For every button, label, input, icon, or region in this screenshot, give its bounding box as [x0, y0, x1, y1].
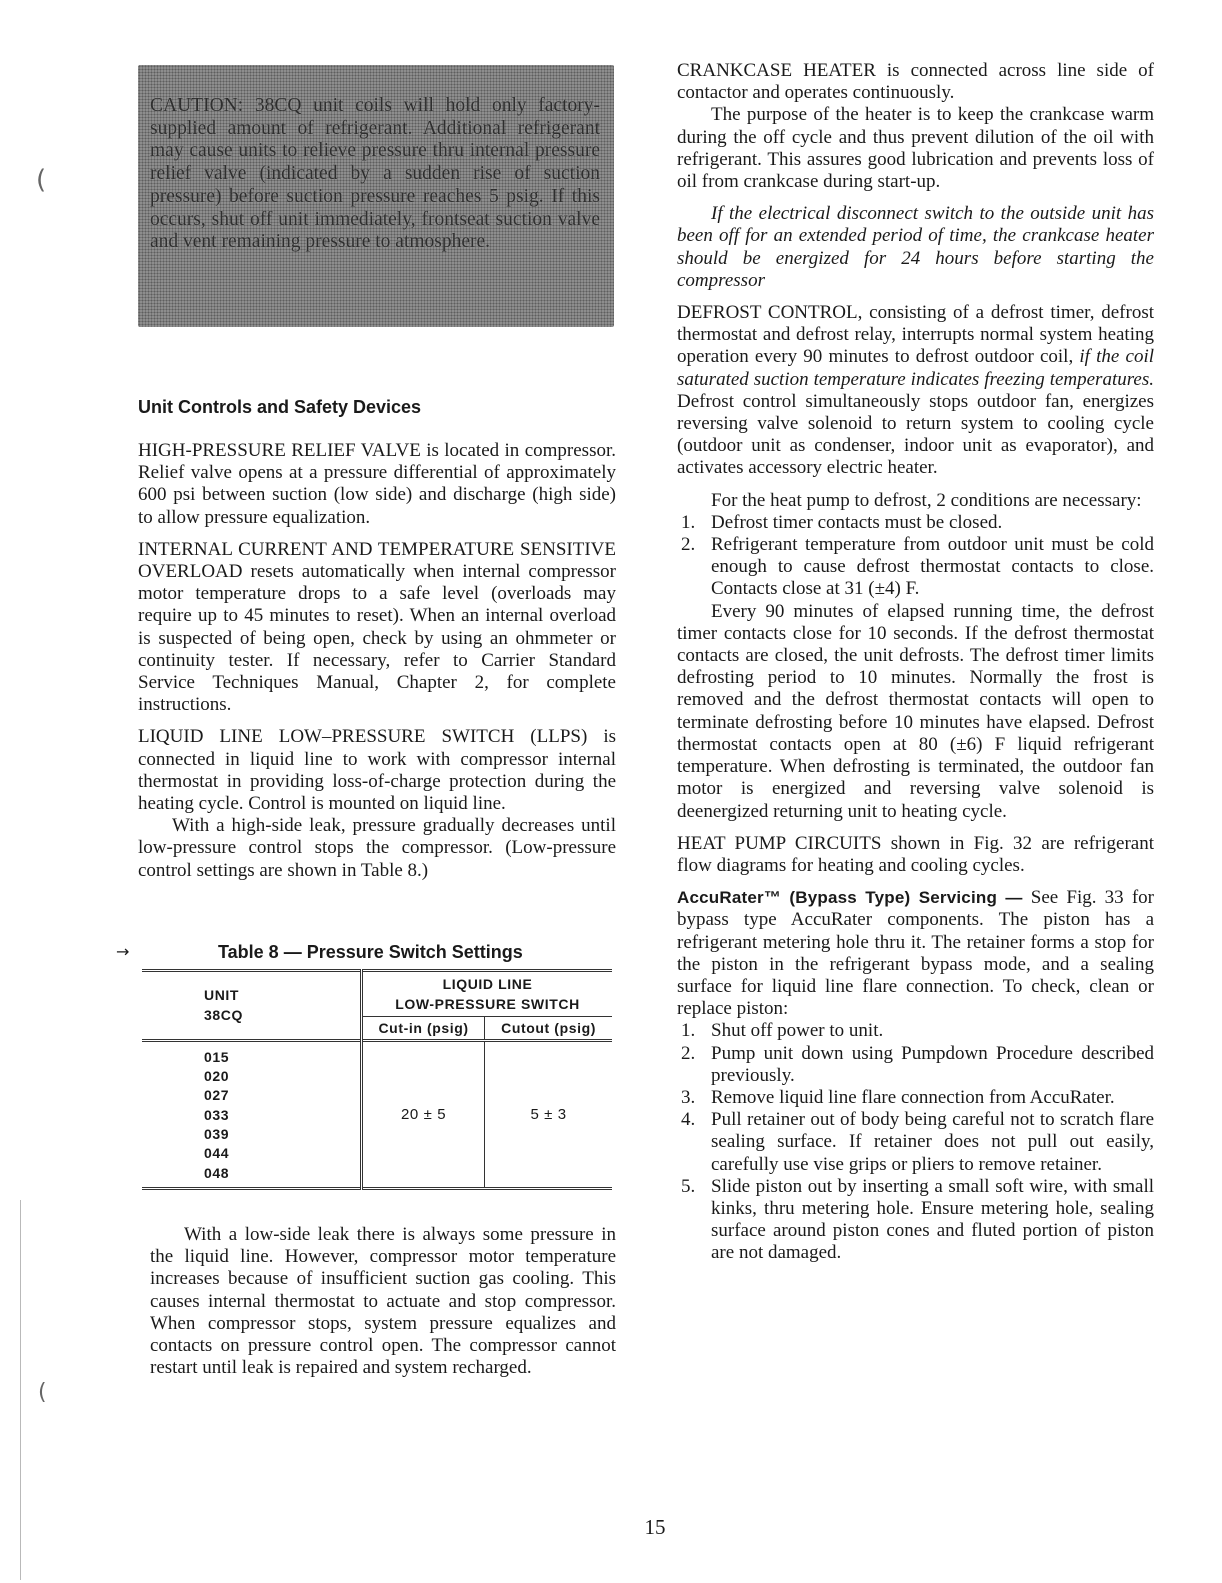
- list-item: [677, 534, 1154, 601]
- list-text: Pump unit down using Pumpdown Procedure described previously.: [711, 1042, 1154, 1086]
- high-side-leak-paragraph: With a high-side leak, pressure gradually decreases until low-pressure control stops the compressor. (Low-pressure control settings are shown in Table 8.): [138, 815, 616, 881]
- list-number: 1.: [681, 511, 696, 533]
- list-number: 3.: [681, 1086, 696, 1108]
- accurater-paragraph: [677, 887, 1154, 1020]
- list-number: 2.: [681, 1042, 696, 1064]
- list-text: Pull retainer out of body being careful not to scratch flare sealing surface. If retainer does not pull out easily, carefully use vise grips or pliers to remove retainer.: [711, 1109, 1154, 1175]
- list-item: [677, 512, 1154, 534]
- group-header-line1: LIQUID LINE: [442, 975, 533, 992]
- unit-header: [142, 970, 362, 1040]
- cutout-header: Cutout (psig): [485, 1016, 612, 1040]
- list-number: 2.: [681, 534, 696, 556]
- crankcase-warning-paragraph: If the electrical disconnect switch to the outside unit has been off for an extended period of time, the crankcase heater should be energized for 24 hours before starting the compressor: [677, 203, 1154, 291]
- list-item: [677, 1043, 1154, 1087]
- left-column: [116, 60, 616, 1379]
- table-title-text: Table 8 — Pressure Switch Settings: [218, 941, 523, 962]
- scan-artifact-icon: (: [36, 165, 47, 195]
- unit-row: 027: [204, 1087, 230, 1104]
- unit-row: 044: [204, 1145, 230, 1162]
- change-arrow-icon: →: [116, 941, 130, 961]
- list-text: Slide piston out by inserting a small soft wire, with small kinks, thru metering hole. Ensure metering hole, sealing surface around piston cones and fluted portion of piston are not damaged.: [711, 1175, 1154, 1264]
- caution-box: [138, 65, 614, 327]
- unit-row: 033: [204, 1106, 230, 1123]
- table-title: [116, 941, 616, 963]
- unit-header-line1: UNIT: [204, 987, 240, 1004]
- right-column: [677, 60, 1154, 1265]
- high-pressure-relief-paragraph: HIGH-PRESSURE RELIEF VALVE is located in compressor. Relief valve opens at a pressure differential of approximately 600 psi between suction (low side) and discharge (high side) to allow pressure equalization.: [138, 440, 616, 528]
- list-item: [677, 1087, 1154, 1109]
- list-item: [677, 1176, 1154, 1265]
- scan-edge-line: [20, 1200, 21, 1580]
- overload-paragraph: INTERNAL CURRENT AND TEMPERATURE SENSITIVE OVERLOAD resets automatically when internal compressor motor temperature drops to a safe level (overloads may require up to 45 minutes to reset). When an internal overload is suspected of being open, check by using an ohmmeter or continuity tester. If necessary, refer to Carrier Standard Service Techniques Manual, Chapter 2, for complete instructions.: [138, 538, 616, 716]
- section-heading: Unit Controls and Safety Devices: [138, 397, 422, 417]
- cutout-value: 5 ± 3: [485, 1040, 612, 1188]
- list-item: [677, 1020, 1154, 1042]
- unit-header-line2: 38CQ: [204, 1007, 243, 1024]
- accurater-text: See Fig. 33 for bypass type AccuRater components. The piston has a refrigerant metering hole thru it. The retainer forms a stop for the piston in the refrigerant bypass mode, and a sealing surface for liquid line flare connection. To check, clean or replace piston:: [677, 887, 1154, 1020]
- list-item: [677, 1109, 1154, 1176]
- defrost-text-b: if the coil saturated suction temperature indicates freezing temperatures.: [677, 346, 1154, 390]
- list-text: Defrost timer contacts must be closed.: [711, 511, 1003, 533]
- list-text: Refrigerant temperature from outdoor unit must be cold enough to cause defrost thermostat contacts to close. Contacts close at 31 (±4) F.: [711, 534, 1154, 600]
- cutin-header: Cut-in (psig): [362, 1016, 485, 1040]
- unit-row: 048: [204, 1164, 230, 1181]
- defrost-control-paragraph: [677, 302, 1154, 480]
- group-header-line2: LOW-PRESSURE SWITCH: [395, 995, 580, 1012]
- accurater-heading: AccuRater™ (Bypass Type) Servicing —: [677, 888, 1023, 908]
- page-number: 15: [644, 1515, 666, 1539]
- list-text: Shut off power to unit.: [711, 1020, 884, 1042]
- scan-artifact-icon: (: [38, 1380, 47, 1405]
- pressure-switch-table: [142, 969, 612, 1190]
- defrost-conditions-paragraph: For the heat pump to defrost, 2 conditions are necessary:: [711, 489, 1142, 511]
- caution-text: CAUTION: 38CQ unit coils will hold only factory-supplied amount of refrigerant. Additional refrigerant may cause units to relieve pressure thru internal pressure relief valve (indicated by a sudden rise of suction pressure) before suction pressure reaches 5 psig. If this occurs, shut off unit immediately, frontseat suction valve and vent remaining pressure to atmosphere.: [150, 95, 600, 253]
- accurater-steps-list: [677, 1020, 1154, 1264]
- cutin-value: 20 ± 5: [362, 1040, 485, 1188]
- llps-paragraph: LIQUID LINE LOW–PRESSURE SWITCH (LLPS) is connected in liquid line to work with compressor internal thermostat in providing loss-of-charge protection during the heating cycle. Control is mounted on liquid line.: [138, 726, 616, 815]
- list-number: 4.: [681, 1109, 696, 1131]
- crankcase-purpose-paragraph: The purpose of the heater is to keep the crankcase warm during the off cycle and thus prevent dilution of the oil with refrigerant. This assures good lubrication and prevents loss of oil from crankcase during start-up.: [677, 104, 1154, 193]
- unit-list-cell: [142, 1040, 362, 1188]
- liquid-line-header: [362, 970, 613, 1016]
- unit-row: 039: [204, 1126, 230, 1143]
- low-side-leak-paragraph: With a low-side leak there is always some pressure in the liquid line. However, compressor motor temperature increases because of insufficient suction gas cooling. This causes internal thermostat to actuate and stop compressor. When compressor stops, system pressure equalizes and contacts on pressure control open. The compressor cannot restart until leak is repaired and system recharged.: [150, 1223, 616, 1379]
- heat-pump-circuits-paragraph: HEAT PUMP CIRCUITS shown in Fig. 32 are refrigerant flow diagrams for heating and cooling cycles.: [677, 832, 1154, 876]
- defrost-text-a: DEFROST CONTROL, consisting of a defrost timer, defrost thermostat and defrost relay, interrupts normal system heating operation every 90 minutes to defrost outdoor coil,: [677, 302, 1154, 368]
- list-number: 1.: [681, 1020, 696, 1042]
- defrost-conditions-list: [677, 512, 1154, 601]
- defrost-text-c: Defrost control simultaneously stops outdoor fan, energizes reversing valve solenoid to return system to cooling cycle (outdoor unit as condenser, indoor unit as evaporator), and activates accessory electric heater.: [677, 390, 1154, 479]
- crankcase-heater-paragraph: CRANKCASE HEATER is connected across line side of contactor and operates continuously.: [677, 60, 1154, 104]
- list-number: 5.: [681, 1175, 696, 1197]
- unit-row: 015: [204, 1048, 230, 1065]
- list-text: Remove liquid line flare connection from AccuRater.: [711, 1086, 1115, 1108]
- unit-row: 020: [204, 1068, 230, 1085]
- defrost-cycle-paragraph: Every 90 minutes of elapsed running time, the defrost timer contacts close for 10 seconds. If the defrost thermostat contacts are closed, the unit defrosts. The defrost timer limits defrosting period to 10 minutes. Normally the frost is removed and the defrost thermostat contacts will open to terminate defrosting before 10 minutes have elapsed. Defrost thermostat contacts open at 80 (±6) F liquid refrigerant temperature. When defrosting is terminated, the outdoor fan motor is energized and reversing valve solenoid is deenergized returning unit to heating cycle.: [677, 600, 1154, 822]
